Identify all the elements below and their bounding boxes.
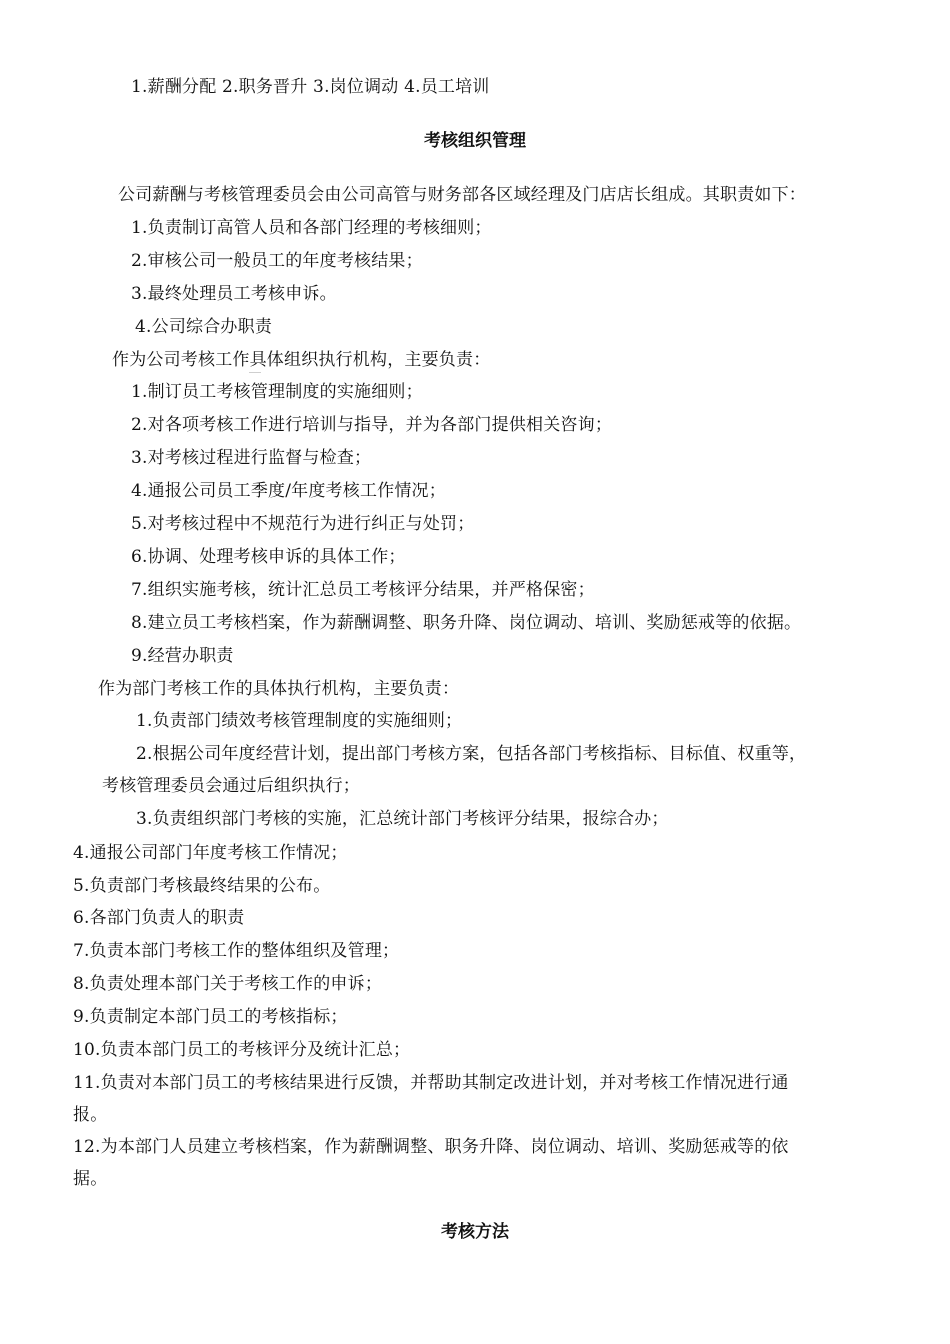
office-duty-item: 9.经营办职责	[131, 646, 234, 666]
ops-duty-item: 3.负责组织部门考核的实施，汇总统计部门考核评分结果，报综合办；	[136, 809, 669, 829]
office-duty-item: 7.组织实施考核，统计汇总员工考核评分结果，并严格保密；	[131, 580, 595, 600]
office-intro-paragraph: 作为公司考核工作具体组织执行机构，主要负责：	[112, 350, 491, 370]
committee-duty-item: 2.审核公司一般员工的年度考核结果；	[131, 251, 423, 271]
ops-duty-item-continued: 考核管理委员会通过后组织执行；	[102, 776, 360, 796]
stray-mark	[249, 372, 261, 373]
org-intro-paragraph: 公司薪酬与考核管理委员会由公司高管与财务部各区域经理及门店店长组成。其职责如下：	[118, 185, 806, 205]
office-duty-item: 4.通报公司员工季度/年度考核工作情况；	[131, 481, 446, 501]
list-item: 8.负责处理本部门关于考核工作的申诉；	[73, 974, 383, 994]
list-item-continued: 据。	[73, 1169, 108, 1189]
office-duty-item: 6.协调、处理考核申诉的具体工作；	[131, 547, 406, 567]
office-duty-item: 8.建立员工考核档案，作为薪酬调整、职务升降、岗位调动、培训、奖励惩戒等的依据。	[131, 613, 802, 633]
office-duty-item: 3.对考核过程进行监督与检查；	[131, 448, 372, 468]
list-item: 11.负责对本部门员工的考核结果进行反馈，并帮助其制定改进计划，并对考核工作情况进行通	[73, 1073, 789, 1093]
ops-intro-paragraph: 作为部门考核工作的具体执行机构，主要负责：	[98, 679, 460, 699]
ops-duty-item: 2.根据公司年度经营计划，提出部门考核方案，包括各部门考核指标、目标值、权重等，	[136, 744, 807, 764]
list-item-continued: 报。	[73, 1105, 108, 1125]
committee-duty-item: 4.公司综合办职责	[135, 317, 273, 337]
list-item: 6.各部门负责人的职责	[73, 908, 245, 928]
section-heading-org: 考核组织管理	[424, 131, 526, 151]
top-list-line: 1.薪酬分配 2.职务晋升 3.岗位调动 4.员工培训	[131, 77, 490, 97]
office-duty-item: 5.对考核过程中不规范行为进行纠正与处罚；	[131, 514, 475, 534]
list-item: 10.负责本部门员工的考核评分及统计汇总；	[73, 1040, 411, 1060]
committee-duty-item: 1.负责制订高管人员和各部门经理的考核细则；	[131, 218, 492, 238]
ops-duty-item: 1.负责部门绩效考核管理制度的实施细则；	[136, 711, 463, 731]
committee-duty-item: 3.最终处理员工考核申诉。	[131, 284, 337, 304]
office-duty-item: 2.对各项考核工作进行培训与指导，并为各部门提供相关咨询；	[131, 415, 613, 435]
list-item: 12.为本部门人员建立考核档案，作为薪酬调整、职务升降、岗位调动、培训、奖励惩戒等的依	[73, 1137, 789, 1157]
list-item: 4.通报公司部门年度考核工作情况；	[73, 843, 348, 863]
section-heading-method: 考核方法	[441, 1222, 509, 1242]
list-item: 9.负责制定本部门员工的考核指标；	[73, 1007, 348, 1027]
list-item: 5.负责部门考核最终结果的公布。	[73, 876, 331, 896]
list-item: 7.负责本部门考核工作的整体组织及管理；	[73, 941, 400, 961]
office-duty-item: 1.制订员工考核管理制度的实施细则；	[131, 382, 423, 402]
